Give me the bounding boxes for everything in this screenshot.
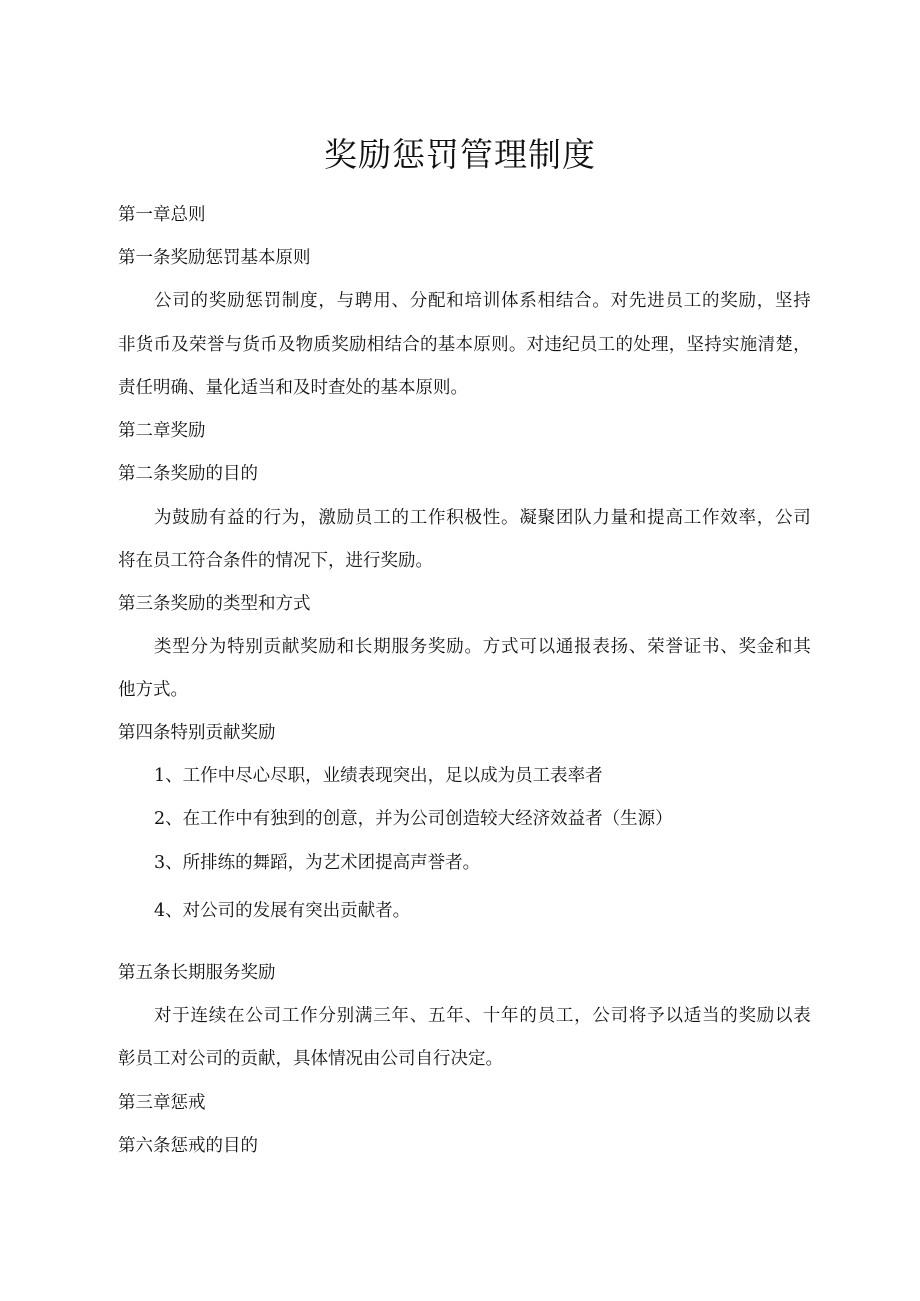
document-title: 奖励惩罚管理制度 [324, 135, 596, 174]
article-5-body-line-2: 彰员工对公司的贡献，具体情况由公司自行决定。 [118, 1049, 503, 1069]
article-1-body-line-2: 非 货 币 及 荣 誉 与 货 币 及 物 质 奖 励 相 结 合 的 基 本 原 则 。 对 违 纪 员 工 的 处 理 ， 坚 持 实 施 清 楚 ， [118, 335, 811, 355]
article-1-body-line-1: 公 司 的 奖 励 惩 罚 制 度 ， 与 聘 用 、 分 配 和 培 训 体 系 相 结 合 。 对 先 进 员 工 的 奖 励 ， 坚 持 [154, 291, 811, 311]
chapter-1-heading: 第一章总则 [118, 205, 206, 225]
article-5-heading: 第五条长期服务奖励 [118, 963, 276, 983]
article-2-heading: 第二条奖励的目的 [118, 464, 258, 484]
chapter-2-heading: 第二章奖励 [118, 421, 206, 441]
article-3-body-line-2: 他方式。 [118, 680, 188, 700]
article-4-item-3: 3、所排练的舞蹈，为艺术团提高声誉者。 [154, 853, 481, 873]
article-3-heading: 第三条奖励的类型和方式 [118, 594, 311, 614]
article-4-item-2: 2、在工作中有独到的创意，并为公司创造较大经济效益者（生源） [154, 809, 673, 829]
article-4-item-4: 4、对公司的发展有突出贡献者。 [154, 901, 411, 921]
article-4-heading: 第四条特别贡献奖励 [118, 723, 276, 743]
article-3-body-line-1: 类 型 分 为 特 别 贡 献 奖 励 和 长 期 服 务 奖 励 。 方 式 可 以 通 报 表 扬 、 荣 誉 证 书 、 奖 金 和 其 [154, 637, 811, 657]
article-5-body-line-1: 对 于 连 续 在 公 司 工 作 分 别 满 三 年 、 五 年 、 十 年 的 员 工 ， 公 司 将 予 以 适 当 的 奖 励 以 表 [154, 1006, 811, 1026]
chapter-3-heading: 第三章惩戒 [118, 1093, 206, 1113]
article-4-item-1: 1、工作中尽心尽职，业绩表现突出，足以成为员工表率者 [154, 766, 603, 786]
article-2-body-line-1: 为 鼓 励 有 益 的 行 为 ， 激 励 员 工 的 工 作 积 极 性 。 凝 聚 团 队 力 量 和 提 高 工 作 效 率 ， 公 司 [154, 508, 811, 528]
article-6-heading: 第六条惩戒的目的 [118, 1136, 258, 1156]
article-1-heading: 第一条奖励惩罚基本原则 [118, 248, 311, 268]
article-2-body-line-2: 将在员工符合条件的情况下，进行奖励。 [118, 551, 433, 571]
article-1-body-line-3: 责任明确、量化适当和及时查处的基本原则。 [118, 378, 468, 398]
